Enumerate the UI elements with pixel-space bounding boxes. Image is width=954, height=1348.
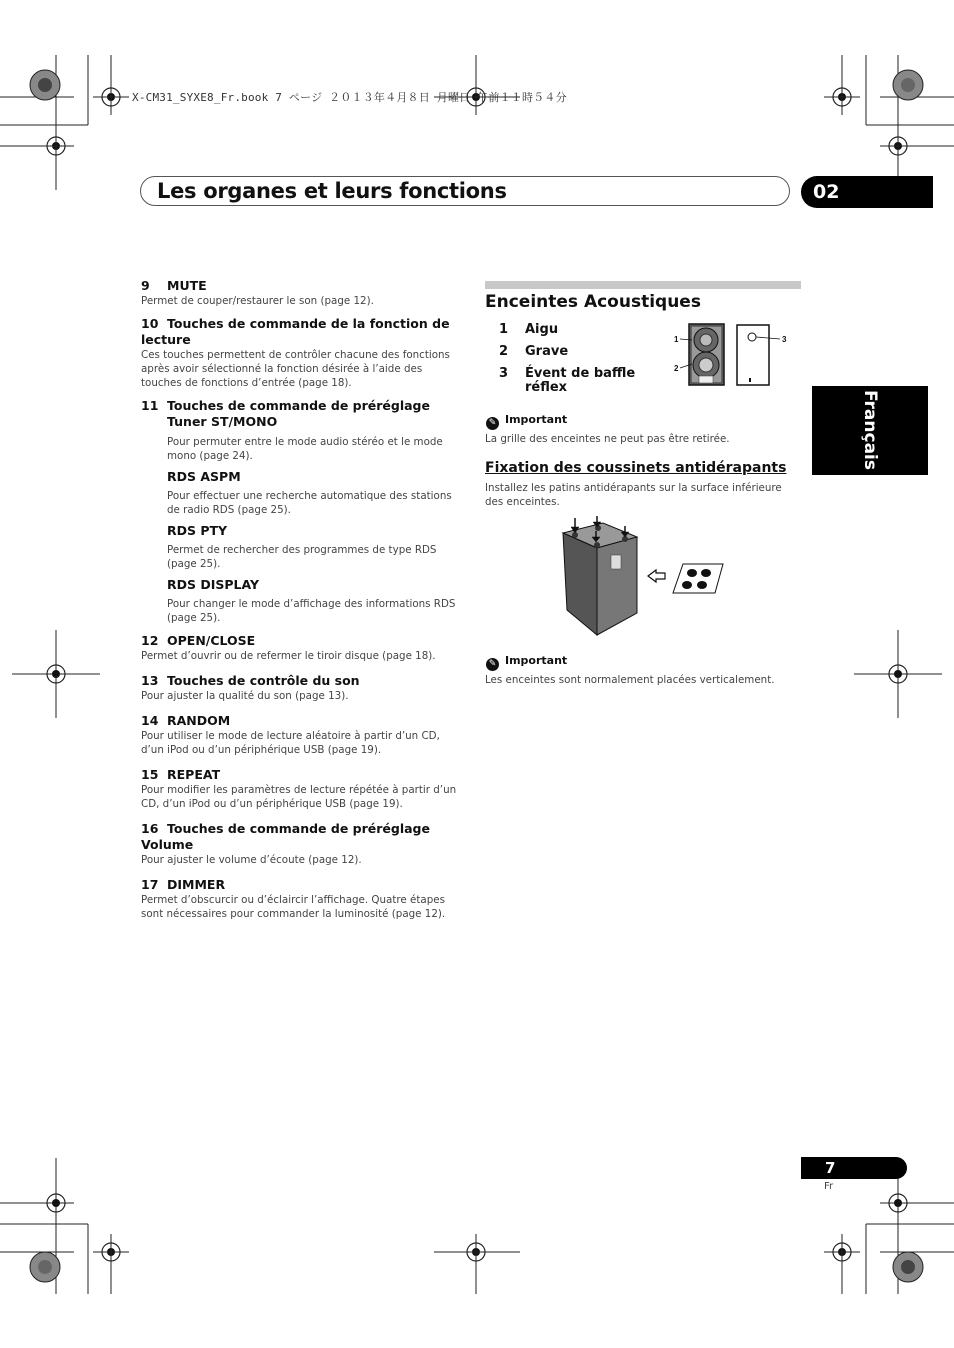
- important-note: [486, 413, 567, 430]
- page-title: Les organes et leurs fonctions: [157, 179, 507, 203]
- controls-list: [141, 278, 461, 921]
- speakers-heading: Enceintes Acoustiques: [485, 292, 701, 312]
- item-title: MUTE: [167, 278, 207, 293]
- part-label: Aigu: [525, 322, 559, 337]
- list-item: [141, 673, 461, 703]
- list-item: [141, 398, 461, 463]
- item-title: DIMMER: [167, 877, 226, 892]
- speaker-part-item: [499, 367, 649, 395]
- item-number: 9: [141, 278, 150, 293]
- part-label: Grave: [525, 344, 569, 359]
- list-item: [141, 713, 461, 757]
- callout-1: 1: [674, 335, 679, 344]
- item-description: Permet d’obscurcir ou d’éclaircir l’affichage. Quatre étapes sont nécessaires pour commander la luminosité (page 12).: [141, 894, 446, 920]
- language-code: Fr: [824, 1181, 834, 1192]
- part-label: Évent de baffle réflex: [525, 366, 636, 395]
- item-title: RDS PTY: [167, 523, 228, 538]
- item-title: Touches de contrôle du son: [167, 673, 360, 688]
- item-description: Pour effectuer une recherche automatique des stations de radio RDS (page 25).: [167, 490, 452, 516]
- item-description: Ces touches permettent de contrôler chacune des fonctions après avoir sélectionné la fonction désirée à l’aide des touches de fonctions d’entrée (page 18).: [141, 349, 450, 389]
- section-divider-bar: [485, 281, 801, 289]
- item-number: 11: [141, 398, 159, 413]
- speaker-part-item: [499, 345, 649, 359]
- item-title: OPEN/CLOSE: [167, 633, 256, 648]
- item-number: 13: [141, 673, 159, 688]
- item-number: 14: [141, 713, 159, 728]
- list-item: [141, 821, 461, 867]
- pads-installation-illustration: [555, 515, 725, 637]
- item-description: Permet de rechercher des programmes de type RDS (page 25).: [167, 544, 437, 570]
- important-text: Les enceintes sont normalement placées verticalement.: [485, 674, 775, 686]
- list-item: [141, 633, 461, 663]
- item-number: 15: [141, 767, 159, 782]
- info-icon: ✎: [486, 417, 499, 430]
- item-description: Pour utiliser le mode de lecture aléatoire à partir d’un CD, d’un iPod ou d’un périphérique USB (page 19).: [141, 730, 440, 756]
- item-description: Permet d’ouvrir ou de refermer le tiroir disque (page 18).: [141, 650, 436, 662]
- list-item: [141, 577, 461, 625]
- item-title: Touches de commande de préréglage Tuner ST/MONO: [167, 398, 430, 429]
- list-item: [141, 469, 461, 517]
- important-note: [486, 654, 567, 671]
- pads-instructions: Installez les patins antidérapants sur la surface inférieure des enceintes.: [485, 482, 782, 508]
- language-tab-label: Français: [860, 390, 880, 470]
- speaker-front-back-illustration: [670, 322, 795, 390]
- book-filename-line: X-CM31_SYXE8_Fr.book 7 ページ ２０１３年４月８日 月曜日 午前１１時５４分: [132, 91, 567, 104]
- item-title: Touches de commande de la fonction de lecture: [141, 316, 450, 347]
- part-number: 2: [499, 344, 509, 359]
- speaker-part-item: [499, 323, 649, 337]
- important-label: Important: [505, 413, 568, 426]
- item-description: Pour permuter entre le mode audio stéréo et le mode mono (page 24).: [167, 436, 443, 462]
- info-icon: ✎: [486, 658, 499, 671]
- language-tab: [812, 386, 928, 475]
- item-title: RDS ASPM: [167, 469, 241, 484]
- item-title: REPEAT: [167, 767, 221, 782]
- pads-heading: Fixation des coussinets antidérapants: [485, 460, 787, 476]
- list-item: [141, 877, 461, 921]
- item-title: RDS DISPLAY: [167, 577, 260, 592]
- list-item: [141, 278, 461, 308]
- item-description: Pour changer le mode d’affichage des informations RDS (page 25).: [167, 598, 456, 624]
- callout-3: 3: [782, 335, 787, 344]
- chapter-number-badge: 02: [801, 176, 933, 208]
- part-number: 3: [499, 366, 509, 381]
- part-number: 1: [499, 322, 509, 337]
- list-item: [141, 523, 461, 571]
- item-number: 10: [141, 316, 159, 331]
- important-label: Important: [505, 654, 568, 667]
- item-description: Pour ajuster le volume d’écoute (page 12).: [141, 854, 362, 866]
- item-title: RANDOM: [167, 713, 231, 728]
- page-number: 7: [801, 1157, 907, 1179]
- list-item: [141, 767, 461, 811]
- item-description: Pour ajuster la qualité du son (page 13).: [141, 690, 349, 702]
- item-number: 17: [141, 877, 159, 892]
- item-description: Pour modifier les paramètres de lecture répétée à partir d’un CD, d’un iPod ou d’un périphérique USB (page 19).: [141, 784, 457, 810]
- item-number: 12: [141, 633, 159, 648]
- list-item: [141, 316, 461, 390]
- item-number: 16: [141, 821, 159, 836]
- item-description: Permet de couper/restaurer le son (page 12).: [141, 295, 374, 307]
- item-title: Touches de commande de préréglage Volume: [141, 821, 430, 852]
- callout-2: 2: [674, 364, 679, 373]
- important-text: La grille des enceintes ne peut pas être retirée.: [485, 433, 730, 445]
